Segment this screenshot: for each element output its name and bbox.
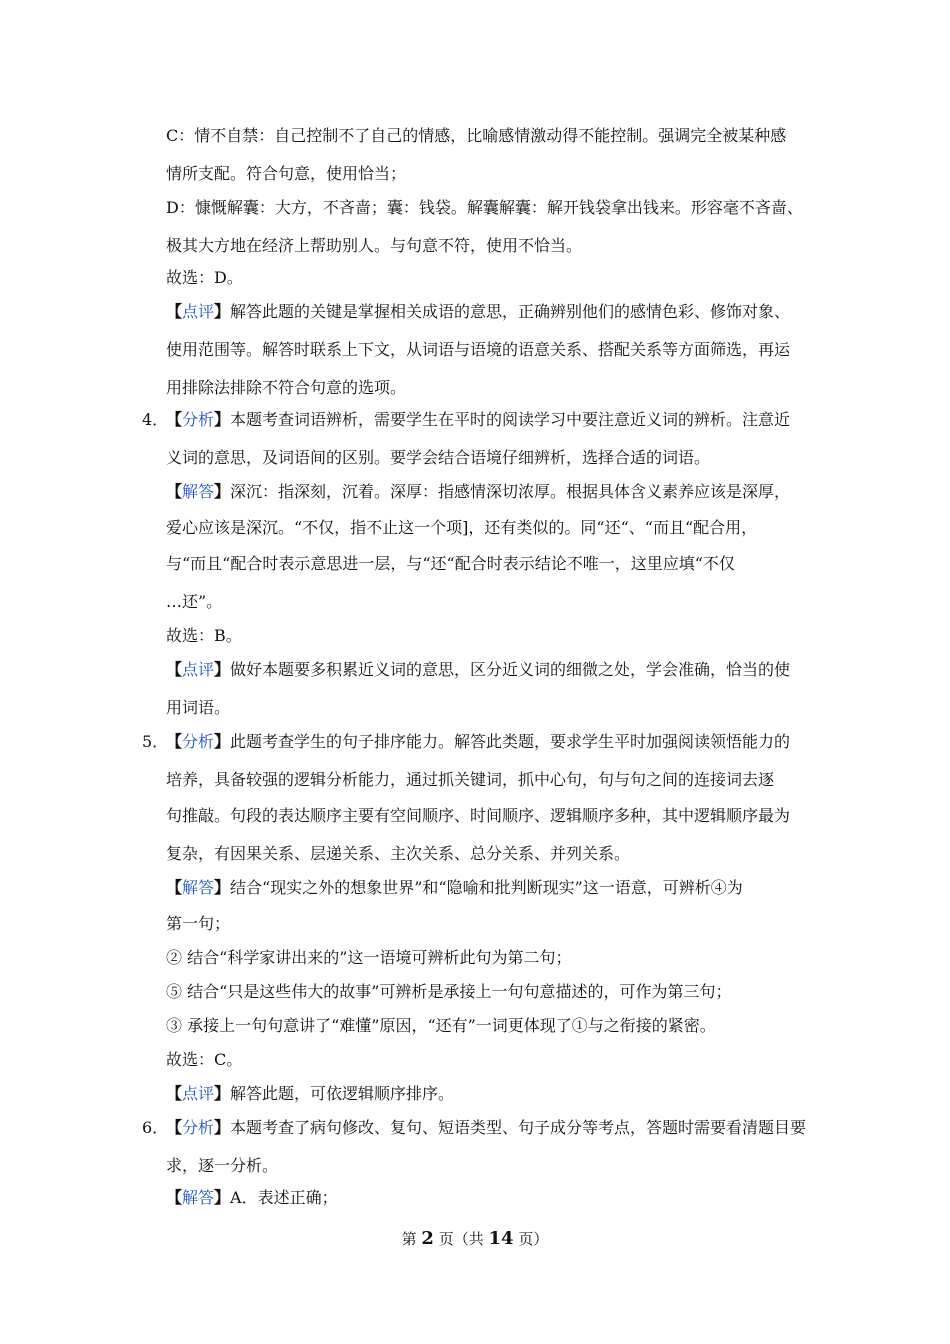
q5-review-line1: 【点评】解答此题，可依逻辑顺序排序。: [166, 1084, 455, 1103]
q4-choice: 故选：B。: [166, 626, 242, 645]
q5-answer-line1: 【解答】结合“现实之外的想象世界”和“隐喻和批判断现实”这一语意，可辨析④为: [166, 878, 743, 897]
answer-tag: 【解答】: [166, 878, 231, 897]
q5-choice: 故选：C。: [166, 1050, 243, 1069]
answer-tag: 【解答】: [166, 1188, 231, 1207]
q5-step-3: ③ 承接上一句句意讲了“难懂”原因，“还有”一词更体现了①与之衔接的紧密。: [166, 1016, 716, 1035]
answer-tag: 【解答】: [166, 482, 231, 501]
q5-analysis-line1: 【分析】此题考查学生的句子排序能力。解答此类题，要求学生平时加强阅读领悟能力的: [166, 732, 791, 751]
q6-answer-line1: 【解答】A．表述正确；: [166, 1188, 338, 1207]
page-total: 14: [488, 1228, 514, 1249]
q4-analysis-line1: 【分析】本题考查词语辨析，需要学生在平时的阅读学习中要注意近义词的辨析。注意近: [166, 410, 791, 429]
q3-option-c-line2: 情所支配。符合句意，使用恰当；: [166, 164, 407, 183]
page-number: 2: [421, 1228, 434, 1249]
analysis-tag: 【分析】: [166, 732, 231, 751]
q5-analysis-line2: 培养，具备较强的逻辑分析能力，通过抓关键词，抓中心句，句与句之间的连接词去逐: [166, 770, 775, 789]
q4-review-line1: 【点评】做好本题要多积累近义词的意思，区分近义词的细微之处，学会准确，恰当的使: [166, 660, 791, 679]
q4-review-line2: 用词语。: [166, 698, 231, 717]
q4-answer-line3: 与“而且“配合时表示意思进一层，与“还“配合时表示结论不唯一，这里应填“不仅: [166, 554, 735, 573]
q3-review-line1: 【点评】解答此题的关键是掌握相关成语的意思，正确辨别他们的感情色彩、修饰对象、: [166, 302, 791, 321]
q4-answer-line2: 爱心应该是深沉。“不仅，指不止这一个项]，还有类似的。同“还“、“而且“配合用，: [166, 518, 758, 537]
q6-analysis-line1: 【分析】本题考查了病句修改、复句、短语类型、句子成分等考点，答题时需要看清题目要: [166, 1118, 807, 1137]
q5-step-2: ② 结合“科学家讲出来的”这一语境可辨析此句为第二句；: [166, 948, 572, 967]
q4-number: 4．: [142, 410, 169, 429]
analysis-tag: 【分析】: [166, 1118, 231, 1137]
q3-option-c-line1: C：情不自禁：自己控制不了自己的情感，比喻感情激动得不能控制。强调完全被某种感: [166, 126, 787, 145]
q3-review-line3: 用排除法排除不符合句意的选项。: [166, 378, 407, 397]
q5-answer-line2: 第一句；: [166, 914, 231, 933]
q3-option-d-line1: D：慷慨解囊：大方，不吝啬；囊：钱袋。解囊解囊：解开钱袋拿出钱来。形容毫不吝啬、: [166, 198, 803, 217]
review-tag: 【点评】: [166, 1084, 231, 1103]
q5-step-5: ⑤ 结合“只是这些伟大的故事”可辨析是承接上一句句意描述的，可作为第三句；: [166, 982, 732, 1001]
page-footer: 第 2 页（共 14 页）: [401, 1228, 549, 1249]
q3-review-line2: 使用范围等。解答时联系上下文，从词语与语境的语意关系、搭配关系等方面筛选，再运: [166, 340, 791, 359]
q4-analysis-line2: 义词的意思，及词语间的区别。要学会结合语境仔细辨析，选择合适的词语。: [166, 448, 711, 467]
q3-option-d-line2: 极其大方地在经济上帮助别人。与句意不符，使用不恰当。: [166, 236, 583, 255]
q4-answer-line1: 【解答】深沉：指深刻，沉着。深厚：指感情深切浓厚。根据具体含义素养应该是深厚，: [166, 482, 791, 501]
review-tag: 【点评】: [166, 660, 231, 679]
q4-answer-line4: …还”。: [166, 592, 223, 611]
review-tag: 【点评】: [166, 302, 231, 321]
q5-analysis-line4: 复杂，有因果关系、层递关系、主次关系、总分关系、并列关系。: [166, 844, 631, 863]
q6-analysis-line2: 求，逐一分析。: [166, 1156, 279, 1175]
analysis-tag: 【分析】: [166, 410, 231, 429]
q6-number: 6．: [142, 1118, 169, 1137]
q5-analysis-line3: 句推敲。句段的表达顺序主要有空间顺序、时间顺序、逻辑顺序多种，其中逻辑顺序最为: [166, 806, 791, 825]
q3-choice: 故选：D。: [166, 268, 243, 287]
q5-number: 5．: [142, 732, 169, 751]
